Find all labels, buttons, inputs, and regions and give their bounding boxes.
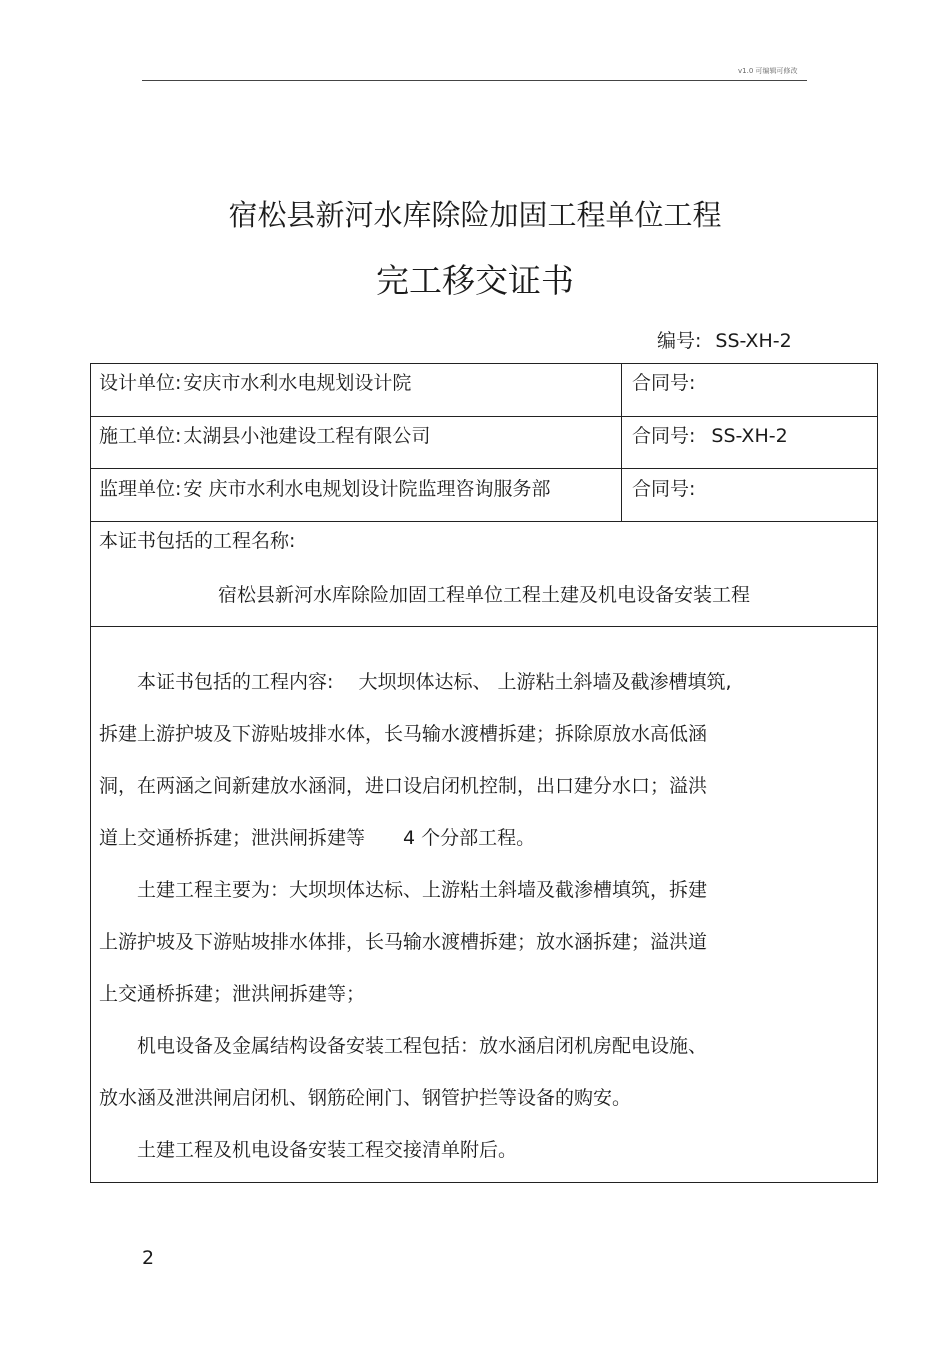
supervision-unit-label: 监理单位: [99, 478, 182, 500]
design-unit-label: 设计单位: [99, 372, 182, 394]
document-number-value: SS-XH-2 [715, 330, 792, 352]
construction-unit-label: 施工单位: [99, 425, 182, 447]
design-contract-cell [632, 368, 711, 395]
column-divider [621, 364, 622, 521]
design-unit-value: 安庆市水利水电规划设计院 [183, 372, 412, 394]
design-contract-label: 合同号: [632, 372, 696, 394]
construction-unit-value: 太湖县小池建设工程有限公司 [183, 425, 431, 447]
content-line: 本证书包括的工程内容: 大坝坝体达标、 上游粘土斜墙及截渗槽填筑, [99, 671, 732, 693]
supervision-contract-cell [632, 474, 711, 501]
content-line: 土建工程及机电设备安装工程交接清单附后。 [99, 1139, 518, 1161]
content-line: 道上交通桥拆建；泄洪闸拆建等 4 个分部工程。 [99, 827, 536, 849]
project-name-label: 本证书包括的工程名称: [99, 530, 296, 552]
content-line: 上游护坡及下游贴坡排水体排，长马输水渡槽拆建；放水涵拆建；溢洪道 [99, 931, 708, 953]
content-line: 拆建上游护坡及下游贴坡排水体，长马输水渡槽拆建；拆除原放水高低涵 [99, 723, 708, 745]
construction-contract-cell [632, 421, 788, 448]
content-line: 土建工程主要为：大坝坝体达标、上游粘土斜墙及截渗槽填筑，拆建 [99, 879, 708, 901]
content-line: 放水涵及泄洪闸启闭机、钢筋砼闸门、钢管护拦等设备的购安。 [99, 1087, 632, 1109]
supervision-unit-cell [99, 474, 550, 501]
document-title: 宿松县新河水库除险加固工程单位工程 [228, 198, 722, 232]
version-note: v1.0 可编辑可修改 [738, 67, 798, 75]
page-number: 2 [142, 1247, 155, 1269]
supervision-contract-label: 合同号: [632, 478, 696, 500]
document-number-label: 编号: [657, 330, 702, 352]
content-line: 机电设备及金属结构设备安装工程包括：放水涵启闭机房配电设施、 [99, 1035, 708, 1057]
row-divider [91, 468, 877, 469]
design-unit-cell [99, 368, 411, 395]
document-subtitle: 完工移交证书 [376, 261, 574, 300]
construction-contract-label: 合同号: [632, 425, 696, 447]
certificate-table [90, 363, 878, 1183]
supervision-unit-value: 安 庆市水利水电规划设计院监理咨询服务部 [183, 478, 551, 500]
document-number [657, 326, 792, 353]
header-rule [142, 80, 807, 81]
content-line: 上交通桥拆建；泄洪闸拆建等； [99, 983, 366, 1005]
construction-contract-value: SS-XH-2 [711, 425, 788, 447]
content-line: 洞，在两涵之间新建放水涵洞，进口设启闭机控制，出口建分水口；溢洪 [99, 775, 708, 797]
row-divider [91, 416, 877, 417]
construction-unit-cell [99, 421, 430, 448]
row-divider [91, 626, 877, 627]
project-name: 宿松县新河水库除险加固工程单位工程土建及机电设备安装工程 [217, 584, 750, 606]
row-divider [91, 521, 877, 522]
